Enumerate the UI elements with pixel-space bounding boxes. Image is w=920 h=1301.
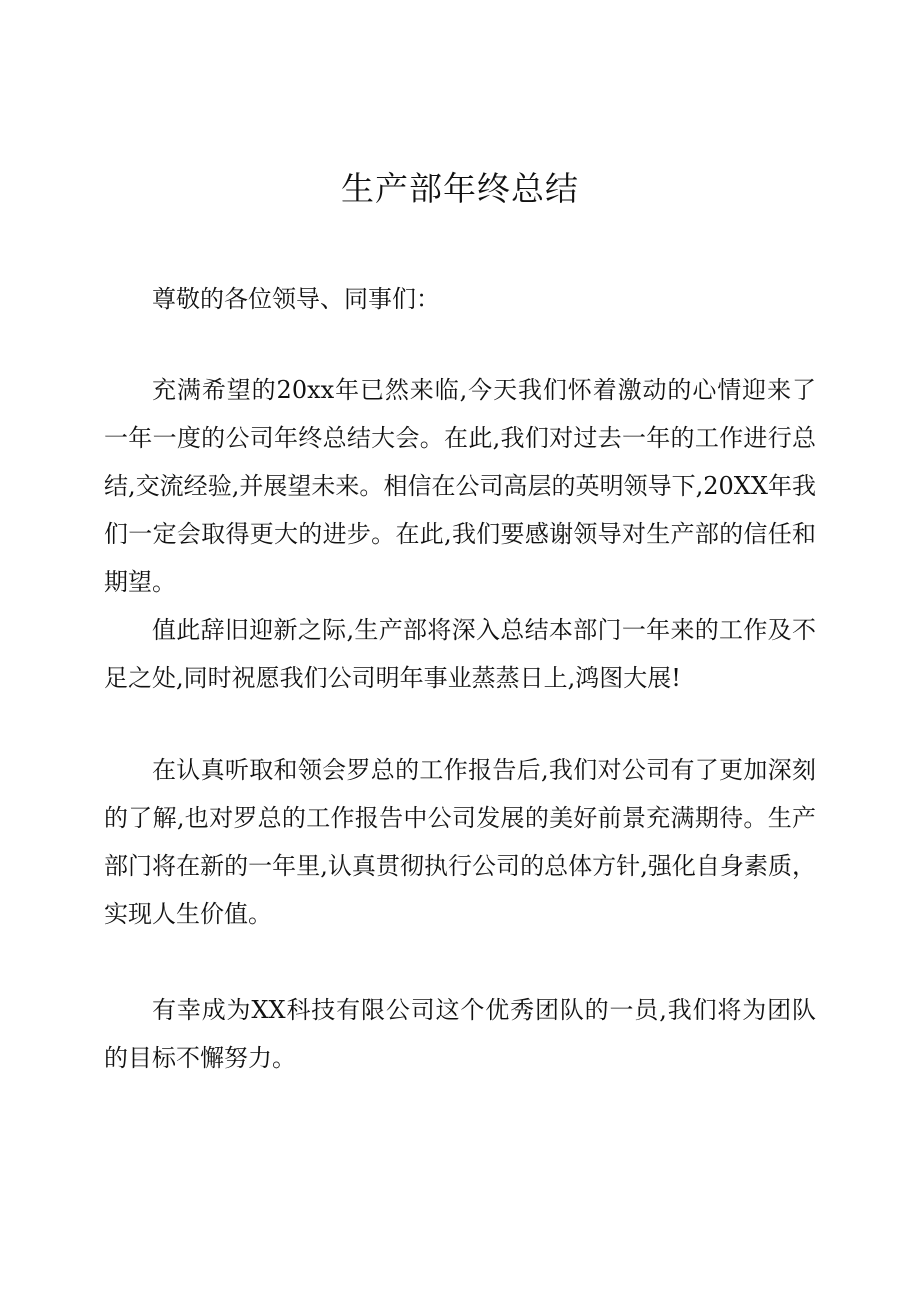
paragraph-4: 有幸成为XX科技有限公司这个优秀团队的一员,我们将为团队的目标不懈努力。 (104, 996, 816, 1072)
paragraph-3: 在认真听取和领会罗总的工作报告后,我们对公司有了更加深刻的了解,也对罗总的工作报告中公司发展的美好前景充满期待。生产部门将在新的一年里,认真贯彻执行公司的总体方针,强化自身素质，实现人生价值。 (104, 756, 816, 928)
paragraph-1: 充满希望的20xx年已然来临,今天我们怀着激动的心情迎来了一年一度的公司年终总结大会。在此,我们对过去一年的工作进行总结,交流经验,并展望未来。相信在公司高层的英明领导下,20XX年我们一定会取得更大的进步。在此,我们要感谢领导对生产部的信任和期望。 (104, 376, 816, 596)
document-title: 生产部年终总结 (341, 169, 579, 208)
paragraph-2: 值此辞旧迎新之际,生产部将深入总结本部门一年来的工作及不足之处,同时祝愿我们公司明年事业蒸蒸日上,鸿图大展! (104, 616, 816, 692)
salutation: 尊敬的各位领导、同事们： (152, 285, 440, 313)
